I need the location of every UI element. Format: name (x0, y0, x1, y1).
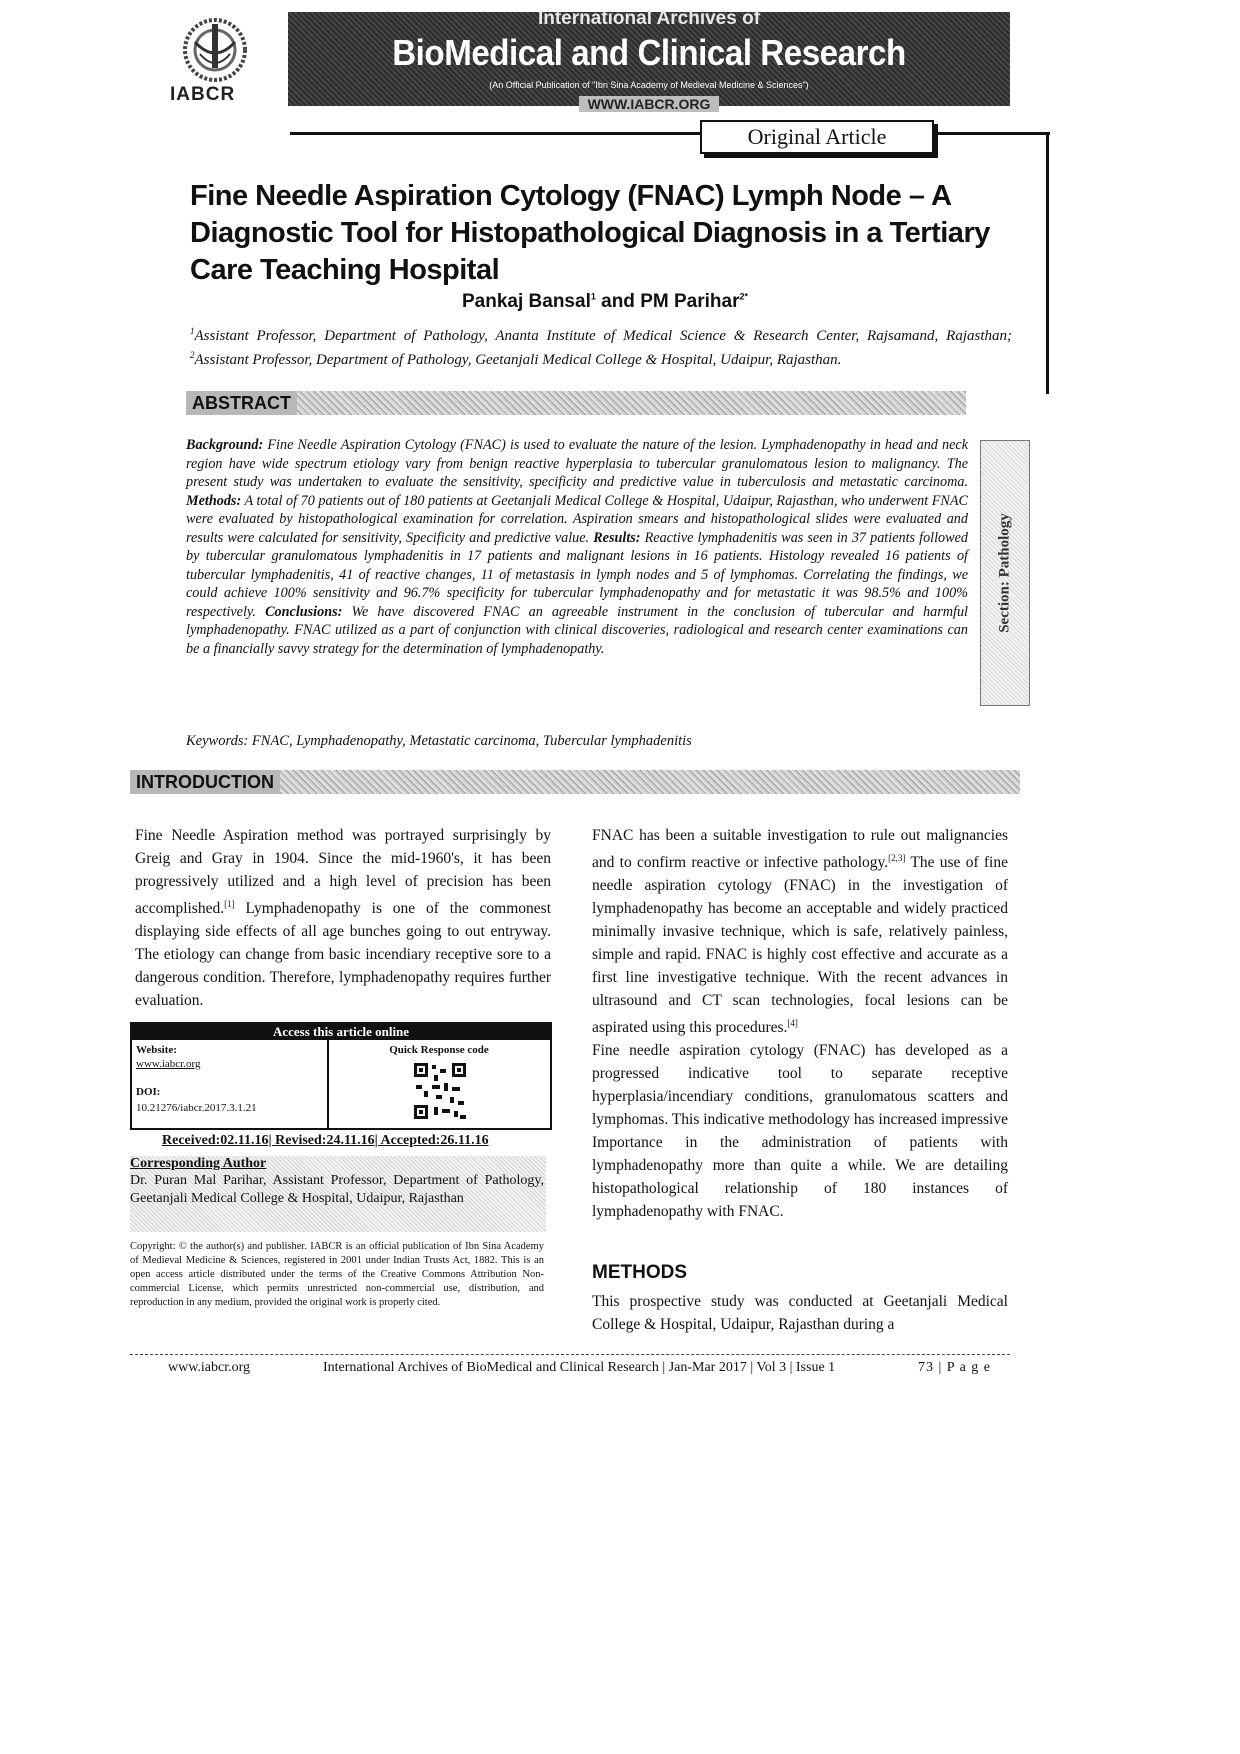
qr-code-icon[interactable] (412, 1061, 468, 1121)
citation-ref[interactable]: [1] (224, 899, 235, 909)
header-rule (290, 132, 1050, 135)
intro-left-p1b: Lymphadenopathy is one of the commonest displaying side effects of all age bunches going to out entryway. The etiology can change from basic incendiary receptive sore to a dangerous condition. Therefore, lymphadenopathy requires further evaluation. (135, 900, 551, 1010)
page-number: 73 | P a g e (918, 1360, 991, 1375)
affiliation-2: Assistant Professor, Department of Pathology, Geetanjali Medical College & Hospital, Udaipur, Rajasthan. (194, 352, 842, 368)
background-label: Background: (186, 437, 264, 453)
keywords: Keywords: FNAC, Lymphadenopathy, Metastatic carcinoma, Tubercular lymphadenitis (186, 733, 692, 749)
author-1-sup: 1 (590, 291, 596, 302)
abstract-text (186, 436, 968, 658)
intro-right-p1b: The use of fine needle aspiration cytology (FNAC) in the investigation of lymphadenopathy has become an acceptable and widely practiced minimally invasive technique, which is safe, relatively painless, simple and rapid. FNAC is highly cost effective and accurate as a first line investigative technique. With the recent advances in ultrasound and CT scan technologies, focal lesions can be aspirated using this procedures. (592, 854, 1008, 1037)
journal-banner (288, 8, 1010, 112)
access-box-heading: Access this article online (132, 1024, 550, 1040)
access-article-box (130, 1022, 552, 1130)
author-2-sup: 2* (739, 291, 748, 302)
affiliation-2-sup: 2 (190, 350, 195, 360)
copyright-notice: Copyright: © the author(s) and publisher. IABCR is an official publication of Ibn Sina Academy of Medieval Medicine & Sciences, registered in 2001 under Indian Trusts Act, 1882. This is an open access article distributed under the terms of the Creative Commons Attribution Non-commercial License, which permits unrestricted non-commercial use, distribution, and reproduction in any medium, provided the original work is properly cited. (130, 1241, 544, 1308)
qr-label: Quick Response code (389, 1044, 489, 1056)
abstract-heading: ABSTRACT (186, 391, 297, 415)
corresponding-author-heading: Corresponding Author (130, 1156, 267, 1171)
access-box-divider (327, 1040, 329, 1128)
intro-right-p2: Fine needle aspiration cytology (FNAC) has developed as a progressed indicative tool to separate receptive hyperplasia/incendiary conditions, granulomatous scatters and lymphomas. This indicative methodology has increased impressive Importance in the administration of patients with lymphadenopathy more than quite a while. We are detailing histopathological relationship of 180 instances of lymphadenopathy with FNAC. (592, 1042, 1008, 1221)
footer-rule (130, 1354, 1010, 1356)
author-1: Pankaj Bansal (462, 291, 591, 312)
footer-website[interactable]: www.iabcr.org (168, 1360, 251, 1375)
website-link[interactable]: www.iabcr.org (136, 1058, 201, 1070)
footer-citation: International Archives of BioMedical and Clinical Research | Jan-Mar 2017 | Vol 3 | Issue 1 (323, 1360, 836, 1375)
intro-right-p1: FNAC has been a suitable investigation to rule out malignancies and to confirm reactive or infective pathology. (592, 827, 1008, 872)
citation-ref[interactable]: [2,3] (888, 853, 906, 863)
journal-url[interactable]: WWW.IABCR.ORG (579, 96, 719, 112)
methods-label: Methods: (186, 492, 242, 509)
author-separator: and (595, 291, 641, 312)
methods-paragraph: This prospective study was conducted at Geetanjali Medical College & Hospital, Udaipur, Rajasthan during a (592, 1293, 1008, 1333)
doi-label: DOI: (136, 1086, 161, 1098)
intro-left-p1: Fine Needle Aspiration method was portrayed surprisingly by Greig and Gray in 1904. Since the mid-1960's, it has been progressively utilized and a high level of precision has been accomplished. (135, 827, 551, 918)
background-text: Fine Needle Aspiration Cytology (FNAC) is used to evaluate the nature of the lesion. Lymphadenopathy in head and neck region have wide spectrum etiology vary from benign reactive hyperplasia to tubercular granulomatous lesion to malignancy. The present study was undertaken to evaluate the sensitivity, specificity and predictive value in tuberculosis and metastatic carcinoma. (186, 437, 968, 490)
introduction-heading-bar (130, 770, 1020, 794)
section-label: Section: Pathology (996, 513, 1013, 633)
intro-right-column (592, 824, 1008, 1223)
corresponding-author-box (130, 1156, 546, 1232)
corresponding-author-details: Dr. Puran Mal Parihar, Assistant Professor, Department of Pathology, Geetanjali Medical College & Hospital, Udaipur, Rajasthan (130, 1173, 544, 1206)
logo-text: IABCR (170, 84, 236, 105)
methods-heading: METHODS (592, 1262, 687, 1283)
results-text: Reactive lymphadenitis was seen in 37 patients followed by tubercular granulomatous lymphadenitis in 17 patients and malignant lesions in 16 patients. Histology revealed 16 patients of tubercular lymphadenitis, 41 of reactive changes, 11 of metastasis in lymph nodes and 5 of lymphomas. Correlating the findings, we could achieve 100% sensitivity and 96.7% specificity for tubercular lymphadenopathy and for metastatic it was 98.5% and 100% respectively. (186, 529, 969, 620)
affiliation-1: Assistant Professor, Department of Pathology, Ananta Institute of Medical Science & Research Center, Rajsamand, Rajasthan; (194, 328, 1012, 344)
methods-text: A total of 70 patients out of 180 patients at Geetanjali Medical College & Hospital, Udaipur, Rajasthan, who underwent FNAC were evaluated by histopathological examination for correlation. Aspiration smears and histopathological slides were evaluated and results were calculated for sensitivity, Specificity and predictive value. (186, 492, 968, 546)
citation-ref[interactable]: [4] (787, 1018, 798, 1029)
intro-left-column (135, 824, 551, 1012)
affiliation-1-sup: 1 (190, 326, 195, 336)
section-sidebar (980, 440, 1030, 706)
introduction-heading: INTRODUCTION (130, 770, 280, 794)
side-rule (1046, 132, 1049, 394)
conclusions-text: We have discovered FNAC an agreeable instrument in the conclusion of tubercular and harmful lymphadenopathy. FNAC utilized as a part of conjunction with clinical discoveries, radiological and research center examinations can be a financially savvy strategy for the determination of lymphadenopathy. (186, 603, 968, 657)
journal-subtitle: (An Official Publication of "Ibn Sina Academy of Medieval Medicine & Sciences") (489, 80, 809, 90)
website-label: Website: (136, 1044, 177, 1056)
affiliations (190, 322, 1012, 370)
doi-value[interactable]: 10.21276/iabcr.2017.3.1.21 (136, 1102, 257, 1114)
banner-top-text: International Archives of (537, 8, 761, 29)
article-type-badge: Original Article (700, 120, 934, 154)
journal-title: BioMedical and Clinical Research (392, 32, 906, 73)
results-label: Results: (593, 529, 641, 546)
author-line (190, 291, 1020, 313)
abstract-heading-bar (186, 391, 966, 415)
article-dates: Received:02.11.16| Revised:24.11.16| Accepted:26.11.16 (162, 1133, 489, 1148)
conclusions-label: Conclusions: (265, 603, 343, 620)
article-title: Fine Needle Aspiration Cytology (FNAC) Lymph Node – A Diagnostic Tool for Histopathological Diagnosis in a Tertiary Care Teaching Hospital (190, 180, 990, 286)
author-2: PM Parihar (640, 291, 740, 312)
